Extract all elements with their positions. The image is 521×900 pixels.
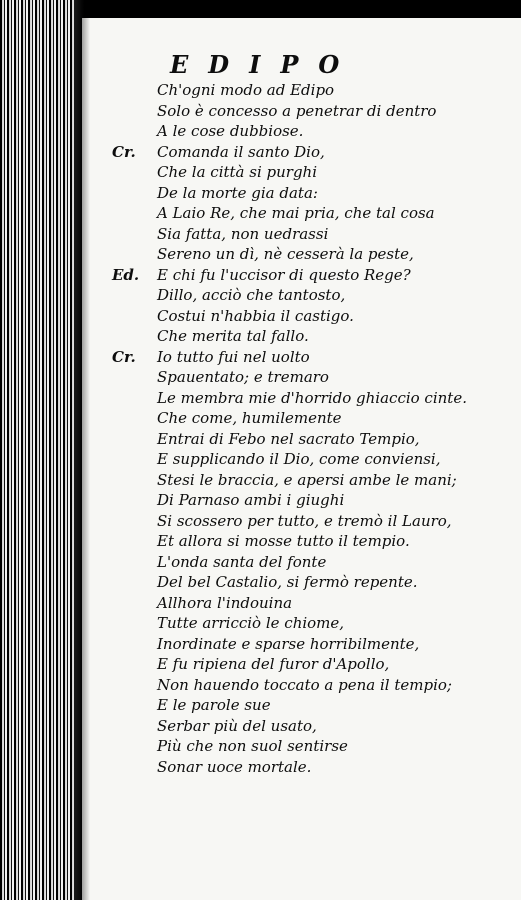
verse-text: Sia fatta, non uedrassi: [157, 224, 329, 243]
verse-text: De la morte gia data:: [157, 183, 318, 202]
verse-text: Si scossero per tutto, e tremò il Lauro,: [157, 511, 452, 530]
verse-text: Stesi le braccia, e apersi ambe le mani;: [157, 470, 457, 489]
verse-text: Costui n'habbia il castigo.: [157, 306, 354, 325]
verse-text: Et allora si mosse tutto il tempio.: [157, 532, 410, 550]
verse-text: Spauentato; e tremaro: [157, 368, 329, 386]
verse-text: Di Parnaso ambi i giughi: [157, 491, 345, 509]
speaker-label: Ed.: [112, 265, 140, 284]
verse-text: Io tutto fui nel uolto: [157, 347, 310, 366]
verse-text: A Laio Re, che mai pria, che tal cosa: [157, 204, 435, 222]
verse-text: Serbar più del usato,: [157, 716, 317, 735]
verse-text: Inordinate e sparse horribilmente,: [157, 634, 420, 653]
verse-text: Sereno un dì, nè cesserà la peste,: [157, 245, 414, 263]
verse-text: Ch'ogni modo ad Edipo: [157, 81, 335, 99]
verse-text: Sonar uoce mortale.: [157, 757, 312, 776]
verse-line: [0, 755, 521, 779]
verse-text: L'onda santa del fonte: [157, 552, 327, 571]
running-head: EDIPO: [170, 50, 360, 79]
verse-text: E fu ripiena del furor d'Apollo,: [157, 655, 390, 673]
verse-text: Solo è concesso a penetrar di dentro: [157, 101, 437, 120]
speaker-label: Cr.: [112, 142, 136, 161]
verse-text: Che la città si purghi: [157, 163, 318, 181]
verse-text: E chi fu l'uccisor di questo Rege?: [157, 265, 411, 284]
verse-text: Comanda il santo Dio,: [157, 142, 325, 161]
verse-text: Entrai di Febo nel sacrato Tempio,: [157, 429, 420, 448]
verse-text: Che merita tal fallo.: [157, 327, 309, 345]
verse-text: Le membra mie d'horrido ghiaccio cinte.: [157, 388, 467, 407]
verse-text: Allhora l'indouina: [157, 593, 293, 612]
verse-text: Tutte arricciò le chiome,: [157, 614, 345, 632]
verse-text: Del bel Castalio, si fermò repente.: [157, 573, 418, 591]
verse-text: Non hauendo toccato a pena il tempio;: [157, 675, 452, 694]
verse-text: E supplicando il Dio, come conviensi,: [157, 450, 441, 468]
verse-text: Che come, humilemente: [157, 409, 342, 427]
verse-text: Più che non suol sentirse: [157, 737, 348, 755]
speaker-label: Cr.: [112, 347, 136, 366]
verse-text: A le cose dubbiose.: [157, 122, 304, 140]
verse-text: E le parole sue: [157, 696, 271, 714]
verse-text: Dillo, acciò che tantosto,: [157, 286, 346, 304]
